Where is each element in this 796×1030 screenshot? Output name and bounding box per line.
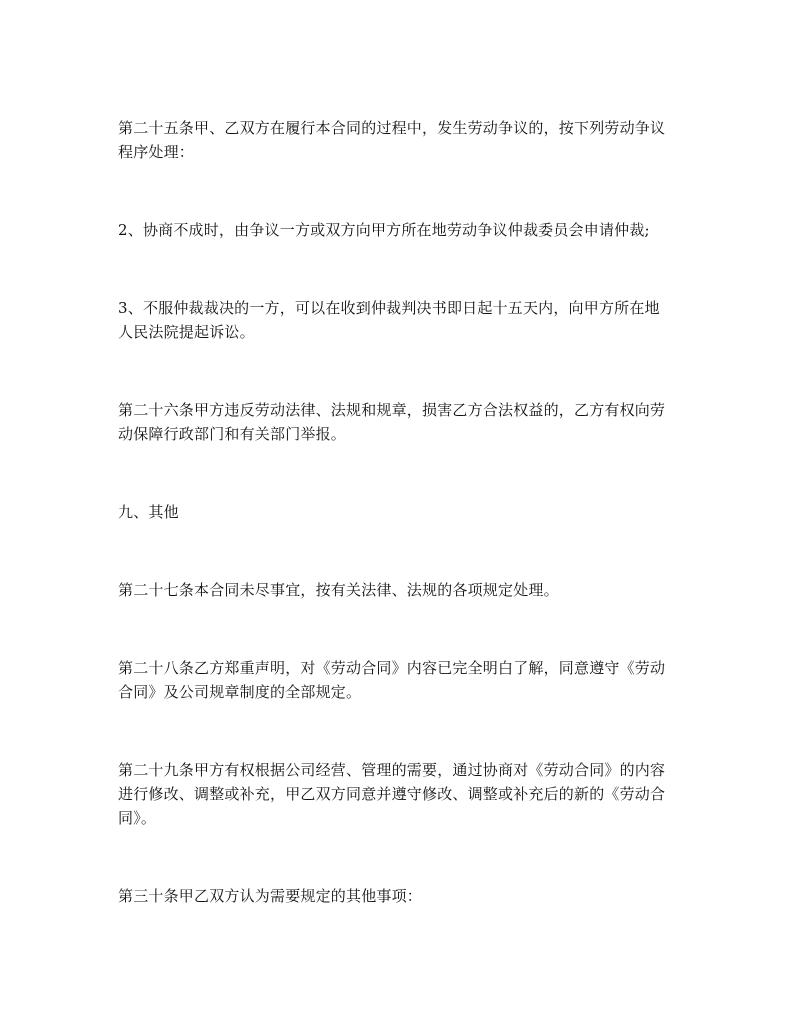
section-9-heading <box>118 500 693 524</box>
article-30-paragraph <box>118 884 693 908</box>
paragraph-line: 第三十条甲乙双方认为需要规定的其他事项： <box>118 887 423 905</box>
article-26-paragraph <box>118 398 693 446</box>
paragraph-line: 2、协商不成时，由争议一方或双方向甲方所在地劳动争议仲裁委员会申请仲裁; <box>118 221 650 239</box>
paragraph-line: 同》。 <box>118 809 157 827</box>
item-3-paragraph <box>118 296 693 344</box>
paragraph-line: 合同》及公司规章制度的全部规定。 <box>118 683 362 701</box>
item-2-paragraph <box>118 218 693 242</box>
paragraph-line: 3、不服仲裁裁决的一方，可以在收到仲裁判决书即日起十五天内，向甲方所在地 <box>118 299 660 317</box>
article-29-paragraph <box>118 758 693 830</box>
paragraph-line: 第二十九条甲方有权根据公司经营、管理的需要，通过协商对《劳动合同》的内容 <box>118 761 666 779</box>
paragraph-line: 第二十八条乙方郑重声明，对《劳动合同》内容已完全明白了解，同意遵守《劳动 <box>118 659 666 677</box>
article-28-paragraph <box>118 656 693 704</box>
paragraph-line: 进行修改、调整或补充，甲乙双方同意并遵守修改、调整或补充后的新的《劳动合 <box>118 785 666 803</box>
section-heading-text: 九、其他 <box>118 503 179 521</box>
paragraph-line: 人民法院提起诉讼。 <box>118 323 255 341</box>
article-27-paragraph <box>118 578 693 602</box>
paragraph-line: 第二十五条甲、乙双方在履行本合同的过程中，发生劳动争议的，按下列劳动争议 <box>118 119 666 137</box>
paragraph-line: 第二十七条本合同未尽事宜，按有关法律、法规的各项规定处理。 <box>118 581 559 599</box>
paragraph-line: 第二十六条甲方违反劳动法律、法规和规章，损害乙方合法权益的，乙方有权向劳 <box>118 401 666 419</box>
paragraph-line: 动保障行政部门和有关部门举报。 <box>118 425 347 443</box>
article-25-paragraph <box>118 116 693 164</box>
paragraph-line: 程序处理： <box>118 143 195 161</box>
